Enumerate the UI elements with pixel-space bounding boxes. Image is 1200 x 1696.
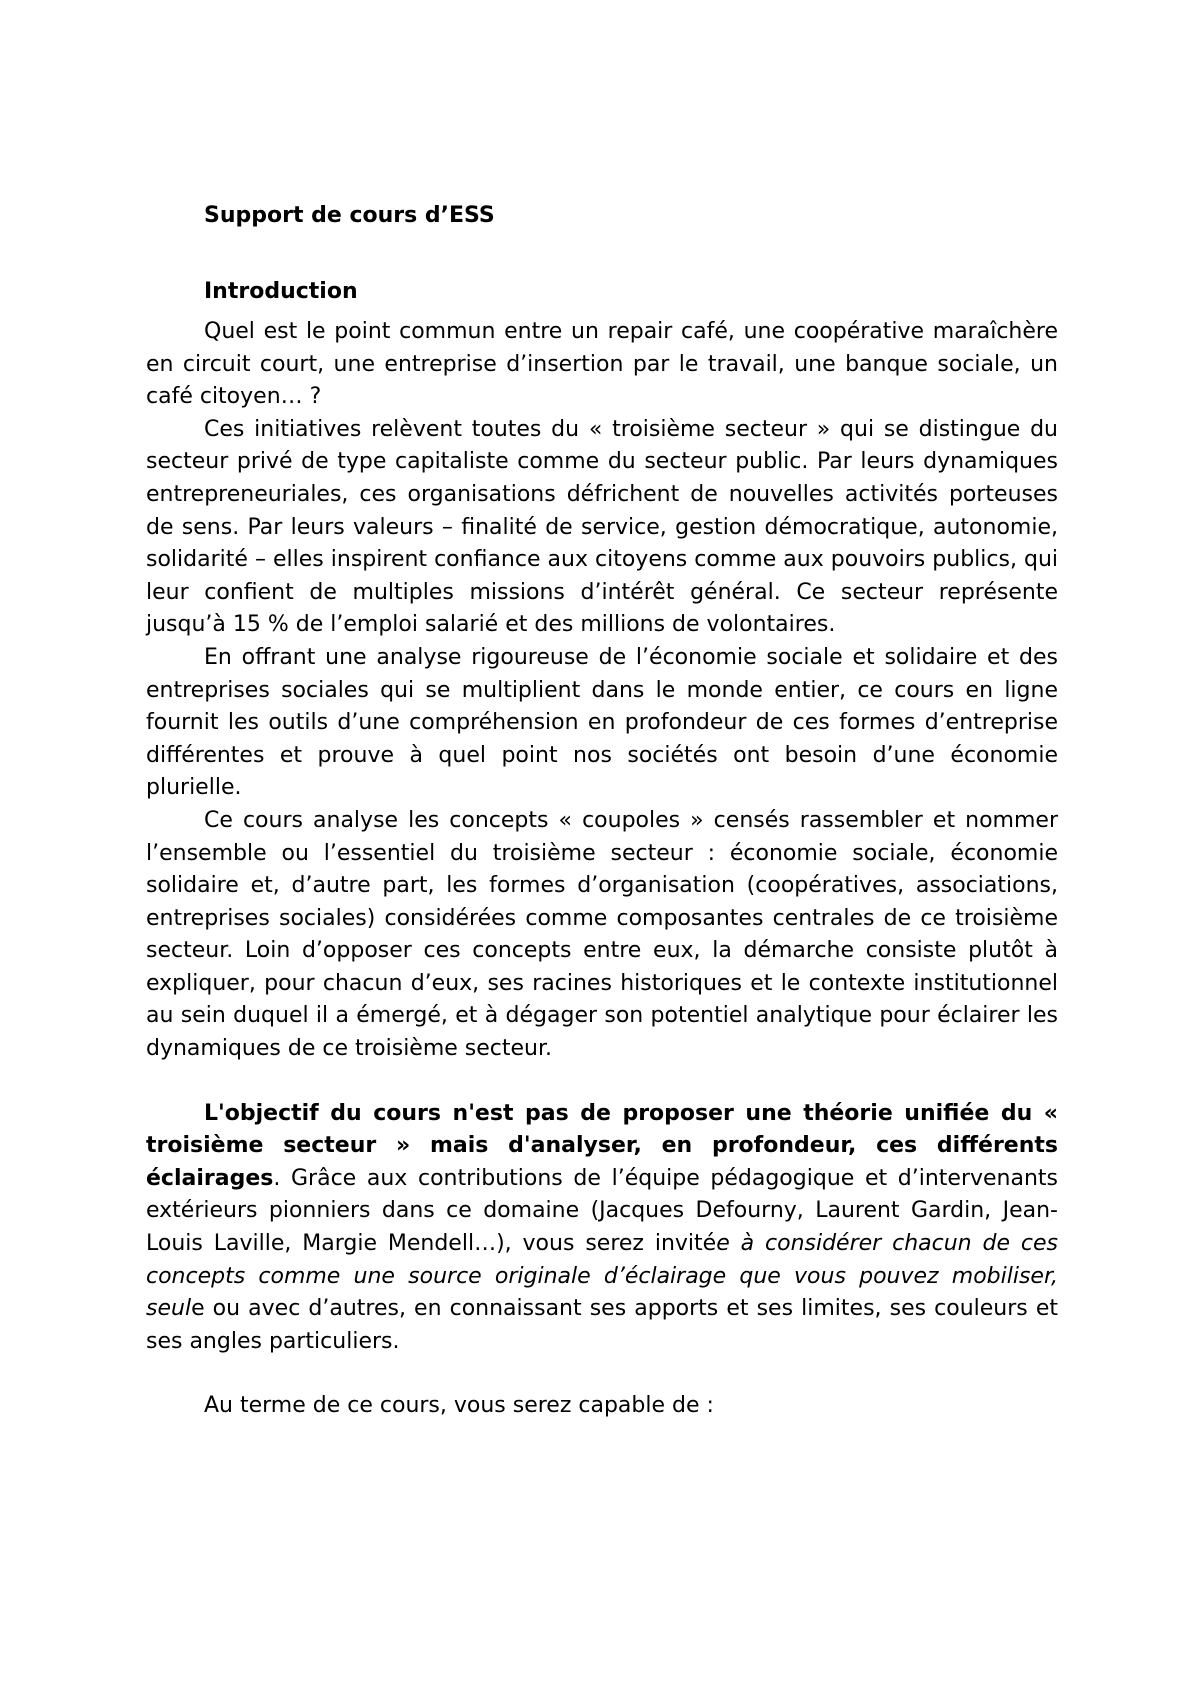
objective-italic-text: e à considérer chacun de ces concepts comme une source originale d’éclairage que vous pouvez mobiliser, seul [146, 1231, 1058, 1322]
paragraph-third-sector: Ces initiatives relèvent toutes du « troisième secteur » qui se distingue du secteur privé de type capitaliste comme du secteur public. Par leurs dynamiques entrepreneuriales, ces organisations défrichent de nouvelles activités porteuses de sens. Par leurs valeurs – finalité de service, gestion démocratique, autonomie, solidarité – elles inspirent confiance aux citoyens comme aux pouvoirs publics, qui leur confient de multiples missions d’intérêt général. Ce secteur représente jusqu’à 15 % de l’emploi salarié et des millions de volontaires. [146, 416, 1058, 638]
paragraph-closing: Au terme de ce cours, vous serez capable de : [204, 1393, 714, 1419]
paragraph-objective [146, 1098, 1058, 1359]
document-page [146, 196, 1058, 1423]
objective-text-2: e ou avec d’autres, en connaissant ses apports et ses limites, ses couleurs et ses angles particuliers. [146, 1296, 1058, 1354]
paragraph-intro-question: Quel est le point commun entre un repair café, une coopérative maraîchère en circuit court, une entreprise d’insertion par le travail, une banque sociale, un café citoyen… ? [146, 319, 1058, 410]
section-heading-introduction: Introduction [204, 279, 358, 304]
paragraph-concepts: Ce cours analyse les concepts « coupoles » censés rassembler et nommer l’ensemble ou l’essentiel du troisième secteur : économie sociale, économie solidaire et, d’autre part, les formes d’organisation (coopératives, associations, entreprises sociales) considérées comme composantes centrales de ce troisième secteur. Loin d’opposer ces concepts entre eux, la démarche consiste plutôt à expliquer, pour chacun d’eux, ses racines historiques et le contexte institutionnel au sein duquel il a émergé, et à dégager son potentiel analytique pour éclairer les dynamiques de ce troisième secteur. [146, 807, 1058, 1062]
paragraph-course-analysis: En offrant une analyse rigoureuse de l’économie sociale et solidaire et des entreprises sociales qui se multiplient dans le monde entier, ce cours en ligne fournit les outils d’une compréhension en profondeur de ces formes d’entreprise différentes et prouve à quel point nos sociétés ont besoin d’une économie plurielle. [146, 644, 1058, 801]
objective-text-1: . Grâce aux contributions de l’équipe pédagogique et d’intervenants extérieurs pionniers dans ce domaine (Jacques Defourny, Laurent Gardin, Jean-Louis Laville, Margie Mendell…), vous serez invité [146, 1165, 1058, 1257]
document-title: Support de cours d’ESS [204, 203, 495, 228]
objective-bold-statement: L'objectif du cours n'est pas de proposer une théorie unifiée du « troisième secteur » mais d'analyser, en profondeur, ces différents éclairages [146, 1100, 1058, 1191]
